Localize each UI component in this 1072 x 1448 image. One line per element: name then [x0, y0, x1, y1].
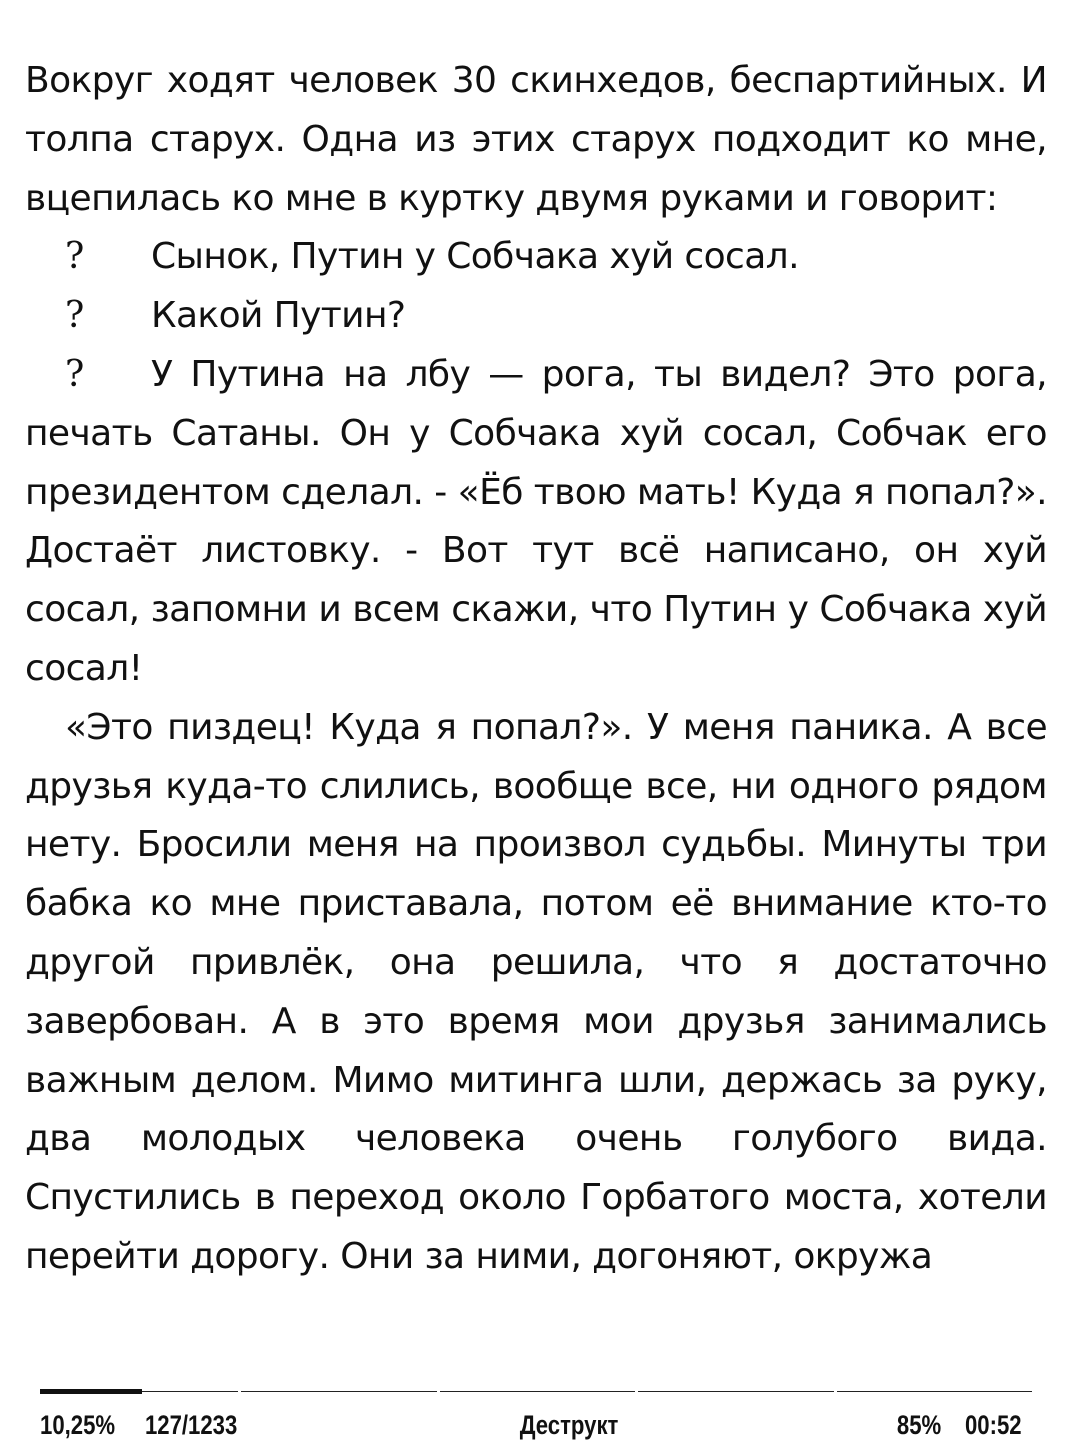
dialog-marker: ?	[65, 353, 84, 395]
dialog-text: Какой Путин?	[151, 295, 406, 337]
reading-progress-bar[interactable]	[40, 1389, 1032, 1395]
chapter-tick	[834, 1389, 837, 1395]
dialog-marker: ?	[65, 295, 84, 337]
progress-percent: 10,25%	[40, 1410, 116, 1440]
paragraph-1: Вокруг ходят человек 30 скинхедов, беспартийных. И толпа старух. Одна из этих старух подходит ко мне, вцепилась ко мне в куртку двумя руками и говорит:	[25, 60, 1047, 219]
paragraph-2: «Это пиздец! Куда я попал?». У меня паника. А все друзья куда-то слились, вообще все, ни одного рядом нету. Бросили меня на произвол судьбы. Минуты три бабка ко мне приставала, потом её внимание кто-то другой привлёк, она решила, что я достаточно завербован. А в это время мои друзья занимались важным делом. Мимо митинга шли, держась за руку, два молодых человека очень голубого вида. Спустились в переход около Горбатого моста, хотели перейти дорогу. Они за ними, догоняют, окружа	[25, 706, 1047, 1277]
reader-page[interactable]	[25, 52, 1047, 1287]
dialog-line-3	[25, 346, 1047, 699]
book-title: Деструкт	[519, 1410, 619, 1440]
dialog-marker: ?	[65, 236, 84, 278]
chapter-tick	[238, 1389, 241, 1395]
dialog-text: Сынок, Путин у Собчака хуй сосал.	[151, 236, 799, 278]
battery-level: 85%	[896, 1410, 942, 1440]
page-counter[interactable]: 127/1233	[144, 1410, 238, 1440]
clock: 00:52	[964, 1410, 1022, 1440]
dialog-line-2	[25, 287, 1047, 346]
chapter-tick	[437, 1389, 440, 1395]
progress-track	[40, 1391, 1032, 1392]
dialog-line-1	[25, 228, 1047, 287]
progress-fill	[40, 1389, 142, 1394]
status-bar	[40, 1405, 1022, 1445]
dialog-text: У Путина на лбу — рога, ты видел? Это рога, печать Сатаны. Он у Собчака хуй сосал, Собчак его президентом сделал. - «Ёб твою мать! Куда я попал?». Достаёт листовку. - Вот тут всё написано, он хуй сосал, запомни и всем скажи, что Путин у Собчака хуй сосал!	[25, 353, 1047, 689]
chapter-tick	[635, 1389, 638, 1395]
